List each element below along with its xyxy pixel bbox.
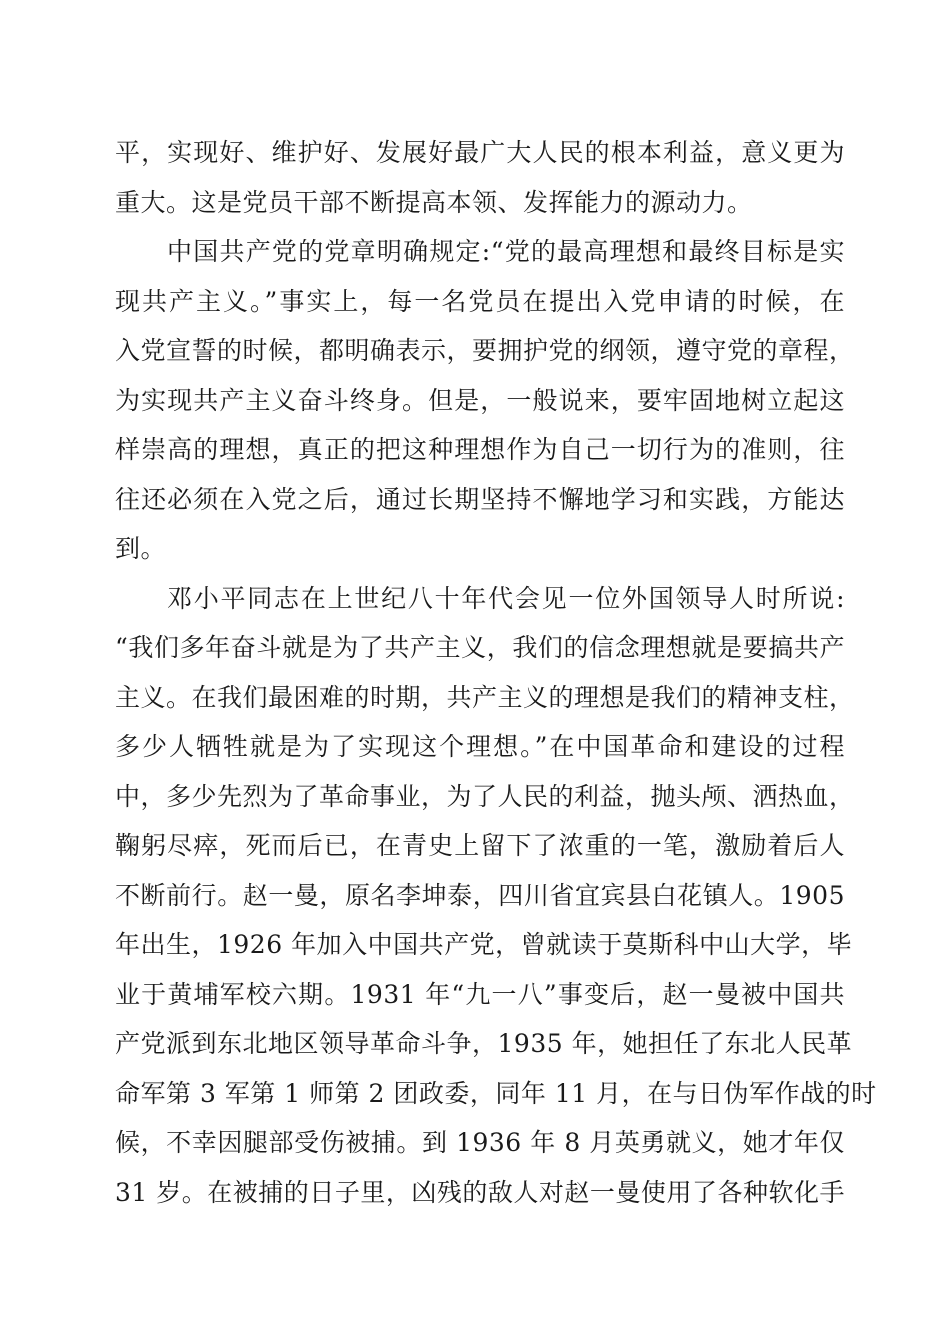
text-line: 平，实现好、维护好、发展好最广大人民的根本利益，意义更为 bbox=[115, 138, 845, 167]
text-line: 候，不幸因腿部受伤被捕。到 1936 年 8 月英勇就义，她才年仅 bbox=[115, 1128, 845, 1157]
text-line: 31 岁。在被捕的日子里，凶残的敌人对赵一曼使用了各种软化手 bbox=[115, 1177, 845, 1207]
text-line: 不断前行。赵一曼，原名李坤泰，四川省宜宾县白花镇人。1905 bbox=[115, 880, 845, 910]
paragraph bbox=[115, 128, 845, 227]
text-line: 产党派到东北地区领导革命斗争，1935 年，她担任了东北人民革 bbox=[115, 1029, 853, 1058]
body-text bbox=[115, 128, 877, 1217]
text-line: 年出生，1926 年加入中国共产党，曾就读于莫斯科中山大学，毕 bbox=[115, 930, 853, 959]
text-line: 入党宣誓的时候，都明确表示，要拥护党的纲领，遵守党的章程， bbox=[115, 336, 855, 365]
text-line: 到。 bbox=[115, 534, 167, 563]
text-line: 为实现共产主义奋斗终身。但是，一般说来，要牢固地树立起这 bbox=[115, 385, 845, 415]
text-line: 邓小平同志在上世纪八十年代会见一位外国领导人时所说: bbox=[167, 583, 845, 613]
text-line: 多少人牺牲就是为了实现这个理想。”在中国革命和建设的过程 bbox=[115, 732, 845, 761]
paragraph bbox=[115, 227, 855, 574]
text-line: 命军第 3 军第 1 师第 2 团政委，同年 11 月，在与日伪军作战的时 bbox=[115, 1078, 877, 1108]
text-line: 主义。在我们最困难的时期，共产主义的理想是我们的精神支柱， bbox=[115, 682, 855, 712]
text-line: 中国共产党的党章明确规定:“党的最高理想和最终目标是实 bbox=[167, 237, 845, 266]
text-line: 往还必须在入党之后，通过长期坚持不懈地学习和实践，方能达 bbox=[115, 484, 845, 514]
text-line: 中，多少先烈为了革命事业，为了人民的利益，抛头颅、洒热血， bbox=[115, 781, 855, 811]
paragraph bbox=[115, 574, 877, 1218]
text-line: 现共产主义。”事实上，每一名党员在提出入党申请的时候，在 bbox=[115, 286, 845, 316]
text-line: 鞠躬尽瘁，死而后已，在青史上留下了浓重的一笔，激励着后人 bbox=[115, 831, 845, 860]
text-line: 样崇高的理想，真正的把这种理想作为自己一切行为的准则，往 bbox=[115, 435, 845, 464]
text-line: “我们多年奋斗就是为了共产主义，我们的信念理想就是要搞共产 bbox=[115, 633, 845, 662]
text-line: 重大。这是党员干部不断提高本领、发挥能力的源动力。 bbox=[115, 187, 753, 217]
text-line: 业于黄埔军校六期。1931 年“九一八”事变后，赵一曼被中国共 bbox=[115, 979, 845, 1009]
